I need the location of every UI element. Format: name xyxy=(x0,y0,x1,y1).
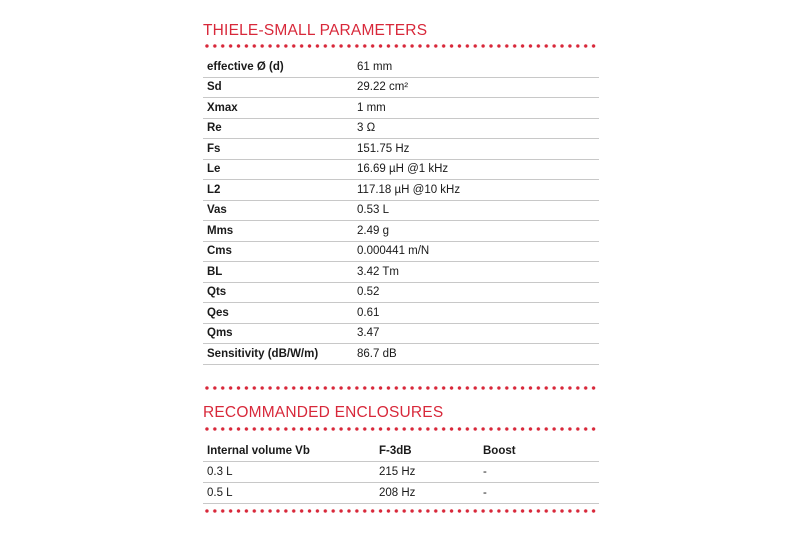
table-row xyxy=(203,180,599,201)
table-row xyxy=(203,344,599,365)
param-name: Qms xyxy=(207,327,233,340)
thiele-small-table xyxy=(203,57,599,365)
table-row xyxy=(203,160,599,181)
table-cell: 0.3 L xyxy=(207,466,233,478)
param-value: 3.42 Tm xyxy=(357,265,399,278)
param-name: BL xyxy=(207,265,223,278)
param-value: 2.49 g xyxy=(357,224,389,237)
table-cell: 0.5 L xyxy=(207,487,233,499)
param-value: 61 mm xyxy=(357,60,393,73)
column-header: F-3dB xyxy=(379,445,412,457)
table-row xyxy=(203,221,599,242)
param-value: 151.75 Hz xyxy=(357,142,410,155)
param-value: 29.22 cm² xyxy=(357,81,409,94)
param-value: 3.47 xyxy=(357,327,380,340)
dotted-divider-enc-top xyxy=(203,427,599,431)
param-name: Cms xyxy=(207,245,232,258)
param-value: 0.61 xyxy=(357,306,380,319)
param-value: 16.69 µH @1 kHz xyxy=(357,163,449,176)
param-value: 3 Ω xyxy=(357,122,376,135)
table-row xyxy=(203,78,599,99)
param-name: Le xyxy=(207,163,221,176)
param-value: 1 mm xyxy=(357,101,386,114)
table-header-row xyxy=(203,441,599,462)
param-name: L2 xyxy=(207,183,221,196)
param-value: 117.18 µH @10 kHz xyxy=(357,183,461,196)
thiele-small-title: THIELE-SMALL PARAMETERS xyxy=(203,22,428,39)
table-cell: 208 Hz xyxy=(379,487,416,499)
param-name: Qes xyxy=(207,306,229,319)
dotted-divider-top xyxy=(203,44,599,48)
table-cell: 215 Hz xyxy=(379,466,416,478)
dotted-divider-mid xyxy=(203,386,599,390)
param-name: Xmax xyxy=(207,101,238,114)
param-name: Vas xyxy=(207,204,227,217)
param-name: Sensitivity (dB/W/m) xyxy=(207,347,319,360)
param-name: Qts xyxy=(207,286,227,299)
table-cell: - xyxy=(483,487,487,499)
table-row xyxy=(203,324,599,345)
enclosures-title: RECOMMANDED ENCLOSURES xyxy=(203,404,444,421)
table-row xyxy=(203,283,599,304)
param-name: Fs xyxy=(207,142,221,155)
param-name: Sd xyxy=(207,81,222,94)
column-header: Internal volume Vb xyxy=(207,445,310,457)
table-row xyxy=(203,262,599,283)
param-value: 0.52 xyxy=(357,286,380,299)
param-value: 86.7 dB xyxy=(357,347,397,360)
table-row xyxy=(203,303,599,324)
table-cell: - xyxy=(483,466,487,478)
dotted-divider-bottom xyxy=(203,509,599,513)
param-value: 0.53 L xyxy=(357,204,389,217)
column-header: Boost xyxy=(483,445,516,457)
param-name: Re xyxy=(207,122,222,135)
table-row xyxy=(203,242,599,263)
table-row xyxy=(203,139,599,160)
param-name: effective Ø (d) xyxy=(207,60,284,73)
table-row xyxy=(203,201,599,222)
table-row xyxy=(203,483,599,504)
param-value: 0.000441 m/N xyxy=(357,245,430,258)
table-row xyxy=(203,57,599,78)
table-row xyxy=(203,462,599,483)
param-name: Mms xyxy=(207,224,234,237)
table-row xyxy=(203,119,599,140)
table-row xyxy=(203,98,599,119)
enclosures-table xyxy=(203,441,599,504)
